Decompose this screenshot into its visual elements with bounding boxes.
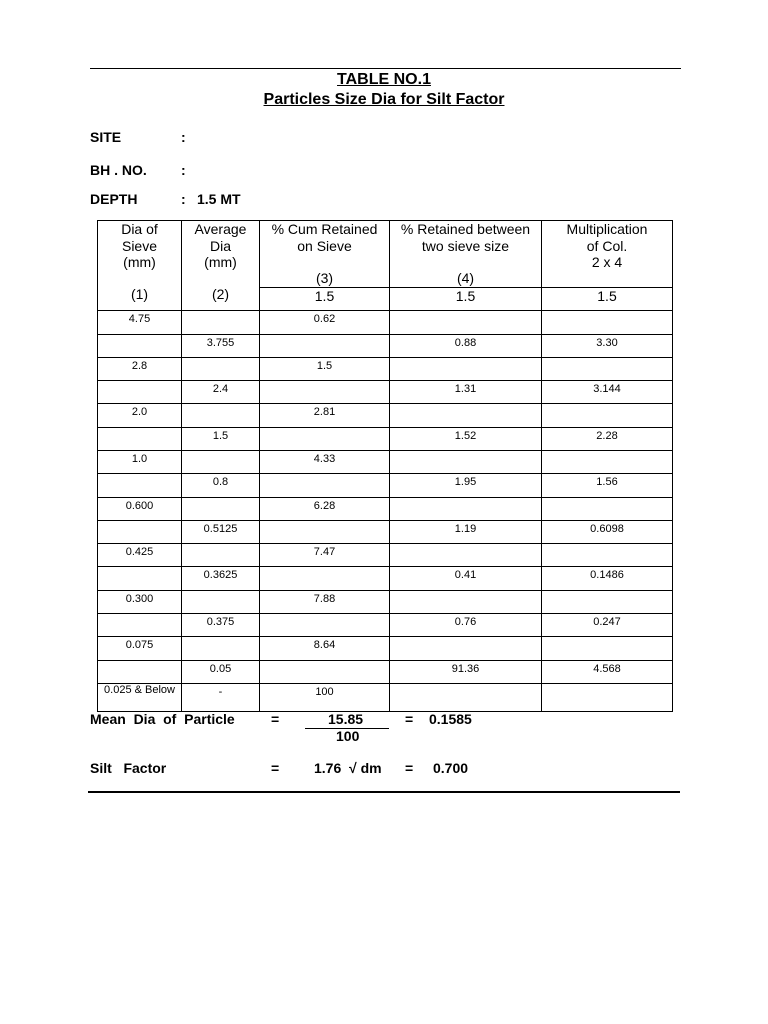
mean-numerator: 15.85 <box>328 711 364 727</box>
table-cell <box>98 474 182 497</box>
column-number: (2) <box>211 285 230 302</box>
table-cell: 4.568 <box>542 660 673 683</box>
table-cell: 1.52 <box>390 427 542 450</box>
table-cell <box>390 590 542 613</box>
table-cell <box>260 474 390 497</box>
table-row <box>98 683 673 711</box>
mean-equals-2: = <box>405 711 414 727</box>
table-row <box>98 497 673 520</box>
header-multiplication <box>542 221 673 288</box>
table-cell <box>542 497 673 520</box>
table-cell: 1.19 <box>390 520 542 543</box>
silt-expression: 1.76 √ dm <box>314 760 382 776</box>
table-cell <box>542 590 673 613</box>
table-row <box>98 590 673 613</box>
table-cell: 0.5125 <box>182 520 260 543</box>
header-line: Dia of <box>121 221 158 237</box>
table-header-row <box>98 221 673 288</box>
table-cell: 2.28 <box>542 427 673 450</box>
silt-factor-label: Silt Factor <box>90 760 167 776</box>
table-cell <box>390 497 542 520</box>
table-row <box>98 474 673 497</box>
table-cell: - <box>182 683 260 711</box>
table-cell <box>390 310 542 334</box>
table-cell: 1.31 <box>390 381 542 404</box>
header-retained-between <box>390 221 542 288</box>
table-row <box>98 614 673 637</box>
subheader-value: 1.5 <box>260 287 390 310</box>
table-cell <box>260 614 390 637</box>
table-cell: 0.375 <box>182 614 260 637</box>
table-cell: 1.56 <box>542 474 673 497</box>
bh-no-label: BH . NO. <box>90 162 147 178</box>
table-cell <box>542 404 673 427</box>
table-cell <box>390 544 542 567</box>
depth-value: 1.5 MT <box>197 191 241 207</box>
table-cell <box>182 310 260 334</box>
header-line: % Cum Retained <box>271 221 378 237</box>
table-cell: 1.0 <box>98 450 182 473</box>
table-cell: 0.6098 <box>542 520 673 543</box>
subheader-value: 1.5 <box>390 287 542 310</box>
table-cell <box>182 497 260 520</box>
table-cell: 91.36 <box>390 660 542 683</box>
header-dia-of-sieve <box>98 221 182 311</box>
depth-label: DEPTH <box>90 191 138 207</box>
header-line: on Sieve <box>297 237 352 254</box>
table-cell: 2.8 <box>98 357 182 380</box>
table-cell <box>390 404 542 427</box>
column-number: (4) <box>456 270 475 286</box>
table-cell <box>542 683 673 711</box>
table-cell: 4.75 <box>98 310 182 334</box>
table-cell: 100 <box>260 683 390 711</box>
table-cell: 0.600 <box>98 497 182 520</box>
table-row <box>98 310 673 334</box>
table-cell <box>542 544 673 567</box>
table-row <box>98 637 673 660</box>
table-cell <box>98 427 182 450</box>
table-cell: 0.025 & Below <box>98 683 182 711</box>
bottom-rule <box>88 791 680 793</box>
mean-result: 0.1585 <box>429 711 472 727</box>
table-cell: 3.144 <box>542 381 673 404</box>
table-cell: 2.0 <box>98 404 182 427</box>
table-cell <box>542 357 673 380</box>
table-cell: 7.88 <box>260 590 390 613</box>
header-line: two sieve size <box>421 237 510 254</box>
table-cell <box>260 334 390 357</box>
table-cell <box>182 637 260 660</box>
table-cell <box>98 381 182 404</box>
table-cell <box>182 544 260 567</box>
table-cell <box>98 614 182 637</box>
table-cell <box>98 520 182 543</box>
column-number: (1) <box>130 285 149 302</box>
table-cell: 6.28 <box>260 497 390 520</box>
table-cell: 4.33 <box>260 450 390 473</box>
table-cell <box>260 660 390 683</box>
table-row <box>98 357 673 380</box>
silt-result: 0.700 <box>433 760 469 776</box>
table-subtitle: Particles Size Dia for Silt Factor <box>263 91 505 108</box>
table-cell <box>542 637 673 660</box>
column-number: (3) <box>315 270 334 286</box>
table-row <box>98 544 673 567</box>
table-cell <box>182 357 260 380</box>
table-cell <box>98 334 182 357</box>
mean-dia-label: Mean Dia of Particle <box>90 711 235 727</box>
table-cell: 0.41 <box>390 567 542 590</box>
table-cell: 1.5 <box>260 357 390 380</box>
table-cell: 2.4 <box>182 381 260 404</box>
table-cell: 0.1486 <box>542 567 673 590</box>
table-cell: 8.64 <box>260 637 390 660</box>
subheader-value: 1.5 <box>542 287 673 310</box>
table-row <box>98 567 673 590</box>
header-line: of Col. <box>586 237 628 254</box>
table-cell <box>390 357 542 380</box>
mean-equals-1: = <box>271 711 280 727</box>
table-row <box>98 334 673 357</box>
table-row <box>98 520 673 543</box>
sieve-analysis-table <box>97 220 673 712</box>
table-cell <box>260 567 390 590</box>
table-cell <box>390 450 542 473</box>
table-row <box>98 660 673 683</box>
table-title: TABLE NO.1 <box>337 71 431 88</box>
header-line: Multiplication <box>566 221 648 237</box>
table-row <box>98 427 673 450</box>
header-average-dia <box>182 221 260 311</box>
silt-equals-1: = <box>271 760 280 776</box>
table-cell <box>98 660 182 683</box>
depth-separator: : <box>181 191 186 207</box>
table-cell: 1.95 <box>390 474 542 497</box>
header-line: 2 x 4 <box>591 254 623 270</box>
table-cell <box>542 310 673 334</box>
header-line: (mm) <box>204 254 237 270</box>
table-cell <box>390 683 542 711</box>
top-rule <box>90 68 681 69</box>
table-cell <box>260 520 390 543</box>
table-cell: 0.88 <box>390 334 542 357</box>
table-cell: 0.075 <box>98 637 182 660</box>
table-cell <box>260 427 390 450</box>
header-line: % Retained between <box>400 221 531 237</box>
header-line: Sieve <box>121 237 158 254</box>
site-separator: : <box>181 129 186 145</box>
table-cell: 7.47 <box>260 544 390 567</box>
silt-equals-2: = <box>405 760 414 776</box>
table-cell <box>260 381 390 404</box>
table-cell: 0.05 <box>182 660 260 683</box>
table-cell: 0.8 <box>182 474 260 497</box>
header-cum-retained <box>260 221 390 288</box>
table-row <box>98 404 673 427</box>
table-cell <box>182 450 260 473</box>
table-cell: 0.425 <box>98 544 182 567</box>
table-cell <box>182 404 260 427</box>
bh-no-separator: : <box>181 162 186 178</box>
table-row <box>98 450 673 473</box>
table-cell <box>98 567 182 590</box>
mean-denominator: 100 <box>336 728 360 744</box>
header-line: Average <box>194 221 247 237</box>
table-cell: 0.247 <box>542 614 673 637</box>
header-line: (mm) <box>123 254 156 270</box>
table-cell: 0.3625 <box>182 567 260 590</box>
table-cell <box>542 450 673 473</box>
table-cell <box>390 637 542 660</box>
table-cell: 0.76 <box>390 614 542 637</box>
table-cell: 0.300 <box>98 590 182 613</box>
table-cell: 0.62 <box>260 310 390 334</box>
table-cell: 2.81 <box>260 404 390 427</box>
header-line: Dia <box>209 237 231 254</box>
site-label: SITE <box>90 129 122 145</box>
table-cell: 1.5 <box>182 427 260 450</box>
table-row <box>98 381 673 404</box>
table-cell: 3.755 <box>182 334 260 357</box>
table-cell <box>182 590 260 613</box>
table-cell: 3.30 <box>542 334 673 357</box>
